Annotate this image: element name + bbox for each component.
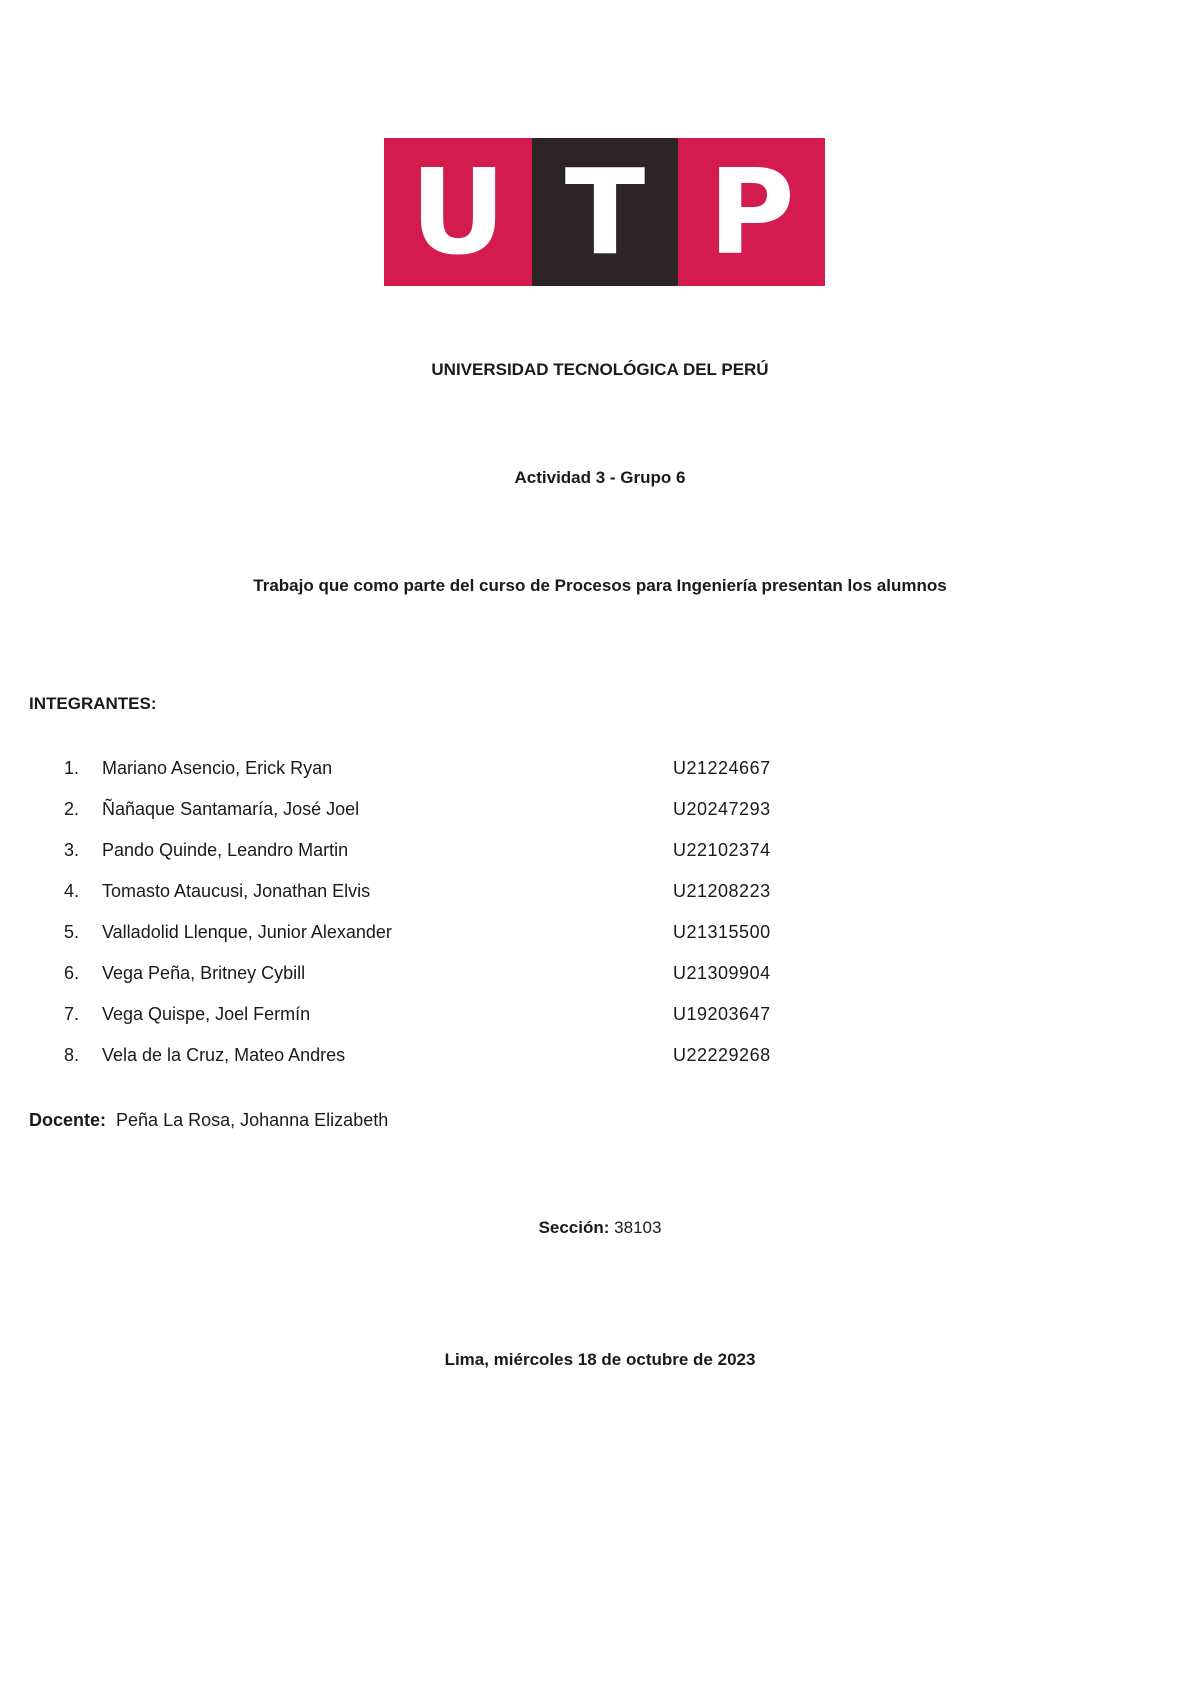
member-code: U21224667 <box>673 758 771 778</box>
teacher-line <box>29 1110 388 1131</box>
member-row <box>0 922 1200 963</box>
member-name: Vega Quispe, Joel Fermín <box>102 1004 311 1024</box>
member-row <box>0 758 1200 799</box>
member-number: 6. <box>64 963 80 983</box>
member-row <box>0 1004 1200 1045</box>
member-code: U21208223 <box>673 881 771 901</box>
logo-block-p <box>678 138 825 286</box>
logo-letter-p: P <box>708 143 795 281</box>
section-line <box>0 1218 1200 1238</box>
member-row <box>0 799 1200 840</box>
logo-letter-u: U <box>410 143 506 281</box>
member-code: U20247293 <box>673 799 771 819</box>
member-name: Vega Peña, Britney Cybill <box>102 963 306 983</box>
member-row <box>0 881 1200 922</box>
logo-block-t <box>532 138 678 286</box>
member-code: U22229268 <box>673 1045 771 1065</box>
member-code: U21315500 <box>673 922 771 942</box>
member-name: Pando Quinde, Leandro Martin <box>102 840 349 860</box>
members-list <box>0 758 1200 1086</box>
teacher-label: Docente: <box>29 1110 107 1130</box>
member-number: 1. <box>64 758 80 778</box>
member-number: 2. <box>64 799 80 819</box>
member-name: Tomasto Ataucusi, Jonathan Elvis <box>102 881 371 901</box>
university-title: UNIVERSIDAD TECNOLÓGICA DEL PERÚ <box>431 360 769 379</box>
activity-title: Actividad 3 - Grupo 6 <box>514 468 686 487</box>
member-row <box>0 840 1200 881</box>
member-number: 5. <box>64 922 80 942</box>
member-row <box>0 963 1200 1004</box>
member-name: Valladolid Llenque, Junior Alexander <box>102 922 392 942</box>
utp-logo <box>384 138 825 286</box>
member-name: Ñañaque Santamaría, José Joel <box>102 799 360 819</box>
course-line: Trabajo que como parte del curso de Procesos para Ingeniería presentan los alumnos <box>253 576 947 595</box>
teacher-name: Peña La Rosa, Johanna Elizabeth <box>116 1110 389 1130</box>
member-code: U21309904 <box>673 963 771 983</box>
member-code: U22102374 <box>673 840 771 860</box>
member-code: U19203647 <box>673 1004 771 1024</box>
section-label: Sección: <box>538 1218 610 1237</box>
section-value: 38103 <box>614 1218 662 1237</box>
logo-block-u <box>384 138 532 286</box>
member-name: Vela de la Cruz, Mateo Andres <box>102 1045 346 1065</box>
member-name: Mariano Asencio, Erick Ryan <box>102 758 333 778</box>
member-number: 4. <box>64 881 80 901</box>
member-number: 8. <box>64 1045 80 1065</box>
member-number: 3. <box>64 840 80 860</box>
member-number: 7. <box>64 1004 80 1024</box>
members-heading: INTEGRANTES: <box>29 694 157 713</box>
date-line: Lima, miércoles 18 de octubre de 2023 <box>444 1350 756 1369</box>
member-row <box>0 1045 1200 1086</box>
logo-letter-t: T <box>564 143 646 281</box>
